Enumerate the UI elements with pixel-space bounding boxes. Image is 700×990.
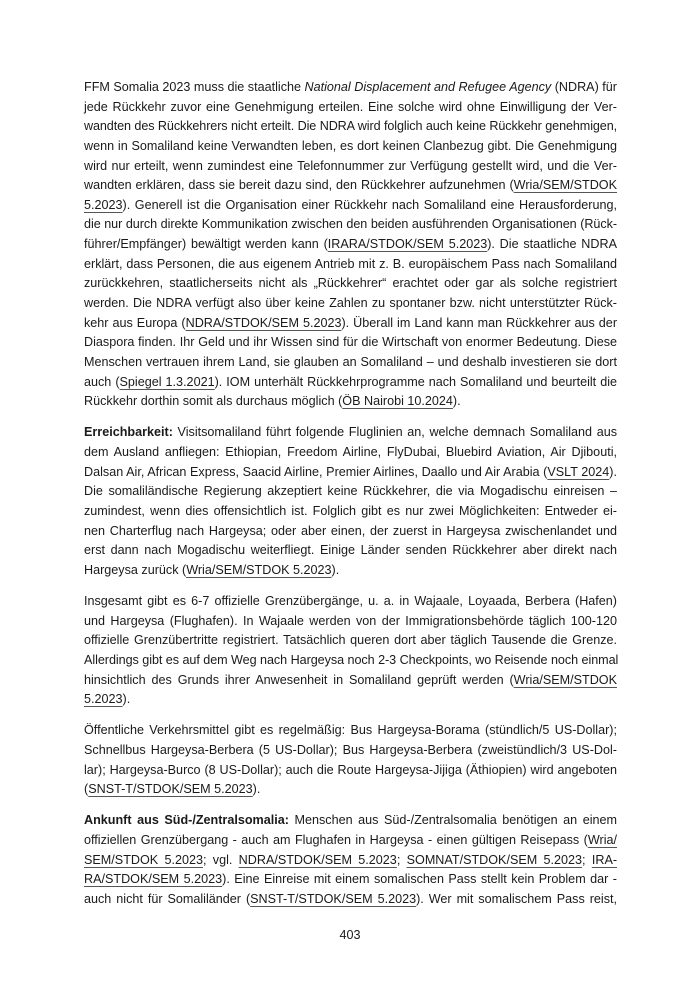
source-link[interactable]: IRA- <box>591 852 618 867</box>
body-text: offiziellen Grenzübergang - auch am Flughafen in Hargeysa - einen gültigen Reisepass ( <box>84 833 588 848</box>
body-text: ). <box>122 692 131 707</box>
body-text: ). <box>252 782 261 797</box>
body-text: die nur durch direkte Kommunikation zwischen den beiden ausführenden Organisationen (Rück- <box>84 217 617 232</box>
text-line <box>84 780 617 800</box>
text-line <box>84 157 617 177</box>
body-text: erklärt, dass Personen, die aus eigenem Antrieb mit z. B. europäischem Pass nach Somaliland <box>84 256 617 271</box>
source-link[interactable]: NDRA/STDOK/SEM 5.2023 <box>185 315 342 330</box>
body-text: Menschen aus Süd-/Zentralsomalia benötigen an einem <box>288 813 617 828</box>
body-text: offizielle Grenzübertritte registriert. Tatsächlich queren dort aber täglich Tausende die Grenze. <box>84 633 617 648</box>
source-link[interactable]: SNST-T/STDOK/SEM 5.2023 <box>88 782 253 797</box>
body-text: ). Wer mit somalischem Pass reist, <box>416 891 618 906</box>
body-text: ( <box>84 782 89 797</box>
body-text: führer/Empfänger) bewältigt werden kann ( <box>84 237 328 252</box>
text-line <box>84 831 617 851</box>
source-link[interactable]: VSLT 2024 <box>547 464 610 479</box>
body-text: zurückkehren, staatlicherseits nicht als „Rückkehrer“ erachtet oder gar als solche registriert <box>84 276 617 291</box>
body-text: ). IOM unterhält Rückkehrprogramme nach Somaliland und beurteilt die <box>214 374 618 389</box>
text-line <box>84 443 617 463</box>
paragraph <box>84 423 617 580</box>
text-line <box>84 137 617 157</box>
body-text: zumindest, wenn dies offensichtlich ist. Folglich gibt es nur zwei Möglichkeiten: Entweder ei- <box>84 503 617 518</box>
body-text: ; <box>582 852 592 867</box>
text-line <box>84 811 617 831</box>
body-text: Rückkehr dorthin somit als durchaus möglich ( <box>84 394 343 409</box>
body-text: auch ( <box>84 374 120 389</box>
body-text: hinsichtlich des Grunds ihrer Anwesenheit in Somaliland geprüft werden ( <box>84 672 514 687</box>
text-line <box>84 353 617 373</box>
text-line <box>84 541 617 561</box>
text-line <box>84 274 617 294</box>
body-text: ). Eine Einreise mit einem somalischen Pass stellt kein Problem dar - <box>222 872 617 887</box>
text-line <box>84 117 617 137</box>
body-text: Dalsan Air, African Express, Saacid Airline, Premier Airlines, Daallo und Air Arabia ( <box>84 464 548 479</box>
source-link[interactable]: Wria/SEM/STDOK <box>513 178 617 193</box>
body-text: Öffentliche Verkehrsmittel gibt es regelmäßig: Bus Hargeysa-Borama (stündlich/5 US-Dollar); <box>84 723 617 738</box>
document-body <box>84 78 617 921</box>
text-line <box>84 463 617 483</box>
body-text: wenn in Somaliland keine Verwandten leben, es dort keinen Clanbezug gibt. Die Genehmigung <box>84 138 617 153</box>
text-line <box>84 176 617 196</box>
text-line <box>84 215 617 235</box>
body-text: ; <box>396 852 407 867</box>
text-line <box>84 890 617 910</box>
source-link[interactable]: ÖB Nairobi 10.2024 <box>342 394 453 409</box>
source-link[interactable]: Wria/ <box>587 833 617 848</box>
body-text: Visitsomaliland führt folgende Fluglinien an, welche demnach Somaliland aus <box>172 425 617 440</box>
body-text: Menschen vertrauen ihrem Land, sie glauben an Somaliland – und deshalb investieren sie dort <box>84 354 617 369</box>
body-text: ). <box>331 562 340 577</box>
text-line <box>84 482 617 502</box>
body-text: ; vgl. <box>202 852 239 867</box>
source-link[interactable]: Wria/SEM/STDOK <box>513 672 617 687</box>
body-text: auch nicht für Somaliländer ( <box>84 891 251 906</box>
body-text: wandten erklären, dass sie bereit dazu sind, den Rückkehrer aufzunehmen ( <box>84 178 514 193</box>
text-line <box>84 870 617 890</box>
body-text: und Hargeysa (Flughafen). In Wajaale werden von der Immigrationsbehörde täglich 100-120 <box>84 613 617 628</box>
source-link[interactable]: SEM/STDOK 5.2023 <box>84 852 203 867</box>
source-link[interactable]: 5.2023 <box>84 692 123 707</box>
body-text: dem Ausland anfliegen: Ethiopian, Freedom Airline, FlyDubai, Bluebird Aviation, Air Djibouti, <box>84 445 617 460</box>
body-text: lar); Hargeysa-Burco (8 US-Dollar); auch die Route Hargeysa-Jijiga (Äthiopien) wird angeboten <box>84 762 617 777</box>
body-text: Die somaliländische Regierung akzeptiert keine Rückkehrer, die via Mogadischu einreisen – <box>84 484 617 499</box>
source-link[interactable]: IRARA/STDOK/SEM 5.2023 <box>327 237 488 252</box>
body-text: wird nur erteilt, wenn zumindest eine Telefonnummer zur Verfügung gestellt wird, und die Ver- <box>84 158 617 173</box>
source-link[interactable]: SNST-T/STDOK/SEM 5.2023 <box>250 891 417 906</box>
body-text: wandten des Rückkehrers nicht erteilt. Die NDRA wird folglich auch keine Rückkehr genehmigen, <box>84 119 617 134</box>
italic-text: National Displacement and Refugee Agency <box>304 80 552 94</box>
paragraph <box>84 78 617 412</box>
text-line <box>84 78 617 98</box>
text-line <box>84 721 617 741</box>
bold-heading: Ankunft aus Süd-/Zentralsomalia: <box>84 813 289 828</box>
text-line <box>84 690 617 710</box>
text-line <box>84 98 617 118</box>
text-line <box>84 423 617 443</box>
text-line <box>84 314 617 334</box>
source-link[interactable]: Spiegel 1.3.2021 <box>119 374 215 389</box>
paragraph <box>84 592 617 710</box>
text-line <box>84 671 617 691</box>
text-line <box>84 522 617 542</box>
text-line <box>84 631 617 651</box>
body-text: jede Rückkehr zuvor eine Genehmigung erteilen. Eine solche wird ohne Einwilligung der Ver- <box>84 99 617 114</box>
text-line <box>84 851 617 871</box>
body-text: Diaspora finden. Ihr Geld und ihr Wissen sind für die Wirtschaft von enormer Bedeutung. Diese <box>84 335 617 350</box>
text-line <box>84 761 617 781</box>
source-link[interactable]: NDRA/STDOK/SEM 5.2023 <box>238 852 397 867</box>
body-text: kehr aus Europa ( <box>84 315 186 330</box>
text-line <box>84 502 617 522</box>
text-line <box>84 255 617 275</box>
body-text: ). Überall im Land kann man Rückkehrer aus der <box>341 315 618 330</box>
text-line <box>84 561 617 581</box>
body-text: erst dann nach Mogadischu weiterfliegt. Einige Länder senden Rückkehrer aber direkt nach <box>84 543 617 558</box>
paragraph <box>84 721 617 800</box>
body-text: ). Generell ist die Organisation einer Rückkehr nach Somaliland eine Herausforderung, <box>122 197 617 212</box>
body-text: Allerdings gibt es auf dem Weg nach Hargeysa noch 2-3 Checkpoints, wo Reisende noch einmal <box>84 652 619 667</box>
text-line <box>84 373 617 393</box>
source-link[interactable]: SOMNAT/STDOK/SEM 5.2023 <box>406 852 583 867</box>
text-line <box>84 235 617 255</box>
body-text: Insgesamt gibt es 6-7 offizielle Grenzübergänge, u. a. in Wajaale, Loyaada, Berbera (Hafen) <box>84 594 617 609</box>
body-text: FFM Somalia 2023 muss die staatliche <box>84 80 305 94</box>
body-text: ). <box>609 464 617 479</box>
text-line <box>84 612 617 632</box>
bold-heading: Erreichbarkeit: <box>84 425 173 440</box>
text-line <box>84 392 617 412</box>
text-line <box>84 294 617 314</box>
body-text: (NDRA) für <box>551 80 617 94</box>
body-text: ). Die staatliche NDRA <box>487 237 617 252</box>
body-text: ). <box>452 394 461 409</box>
body-text: Hargeysa zurück ( <box>84 562 187 577</box>
text-line <box>84 651 617 671</box>
text-line <box>84 741 617 761</box>
text-line <box>84 592 617 612</box>
paragraph <box>84 811 617 909</box>
page-number: 403 <box>339 928 361 942</box>
body-text: werden. Die NDRA verfügt also über keine Zahlen zu spontaner bzw. nicht unterstützter Rück- <box>84 296 617 311</box>
body-text: Schnellbus Hargeysa-Berbera (5 US-Dollar); Bus Hargeysa-Berbera (zweistündlich/3 US-Dol- <box>84 743 617 757</box>
source-link[interactable]: Wria/SEM/STDOK 5.2023 <box>186 562 332 577</box>
source-link[interactable]: 5.2023 <box>84 197 123 212</box>
source-link[interactable]: RA/STDOK/SEM 5.2023 <box>84 872 223 887</box>
body-text: nen Charterflug nach Hargeysa; oder aber einen, der zuerst in Hargeysa zwischenlandet und <box>84 523 617 538</box>
text-line <box>84 196 617 216</box>
text-line <box>84 333 617 353</box>
